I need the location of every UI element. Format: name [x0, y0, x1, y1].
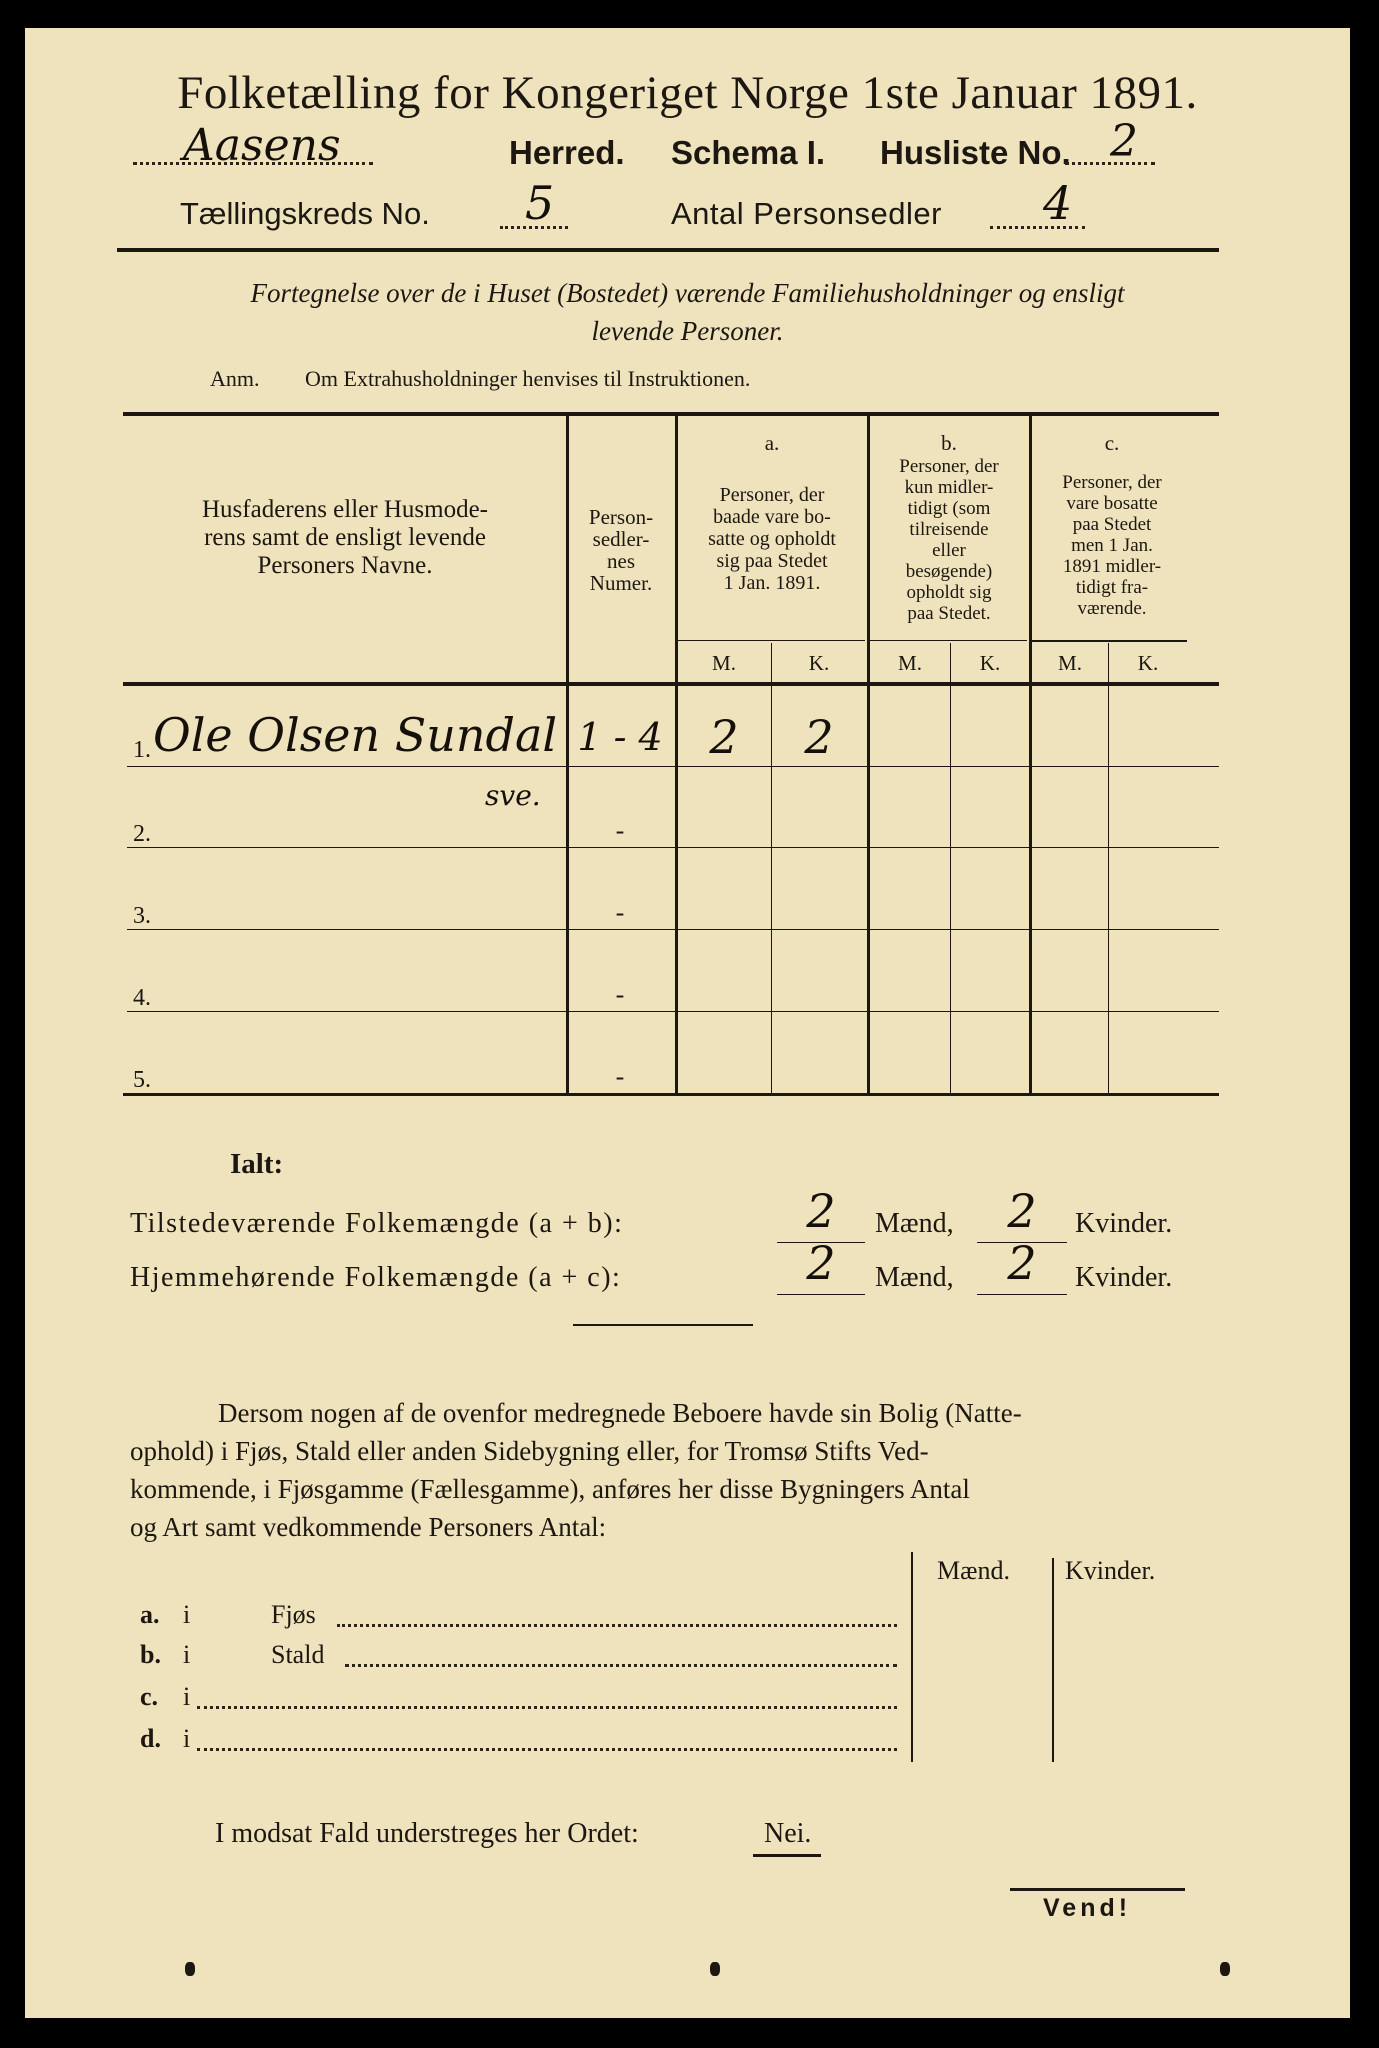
vend-rule [1010, 1888, 1185, 1891]
para-line-1: Dersom nogen af de ovenfor medregnede Beboere havde sin Bolig (Natte- [218, 1398, 1022, 1428]
col-divider-1 [566, 414, 569, 1094]
row-a-m: 2 [709, 710, 739, 764]
col-b-mk-divider [950, 643, 951, 1093]
row-numer: - [615, 1062, 625, 1091]
row-numer: 1 - 4 [577, 715, 663, 759]
outbuildings-maend-header: Mænd. [937, 1556, 1010, 1585]
col-c-mk-divider [1108, 643, 1109, 1093]
husliste-value: 2 [1110, 116, 1138, 167]
tilstede-label: Tilstedeværende Folkemængde (a + b): [130, 1208, 624, 1239]
table-header-rule [123, 682, 1219, 686]
husliste-label: Husliste No. [880, 134, 1071, 171]
row-number: 3. [133, 903, 151, 929]
personsedler-value: 4 [1043, 176, 1073, 230]
tilstede-kvinder: 2 [1007, 1184, 1037, 1238]
header-names: Husfaderens eller Husmode- rens samt de ensligt levende Personers Navne. [201, 496, 488, 579]
row-name: Ole Olsen Sundal [153, 708, 558, 762]
item-dotline [197, 1706, 897, 1709]
bottom-mark-right [1220, 1962, 1230, 1976]
row-number: 5. [133, 1067, 151, 1093]
item-dotline [337, 1624, 897, 1627]
table-bottom-rule [123, 1093, 1219, 1096]
anm-label: Anm. [210, 366, 260, 391]
section-divider [573, 1324, 753, 1326]
anm-text: Om Extrahusholdninger henvises til Instruktionen. [305, 366, 751, 391]
col-a-mk-rule [677, 640, 865, 641]
kreds-label: Tællingskreds No. [180, 196, 430, 231]
hjemme-kvinder: 2 [1007, 1236, 1037, 1290]
item-letter: b. [140, 1640, 161, 1669]
census-form-page [25, 28, 1350, 2018]
item-i: i [183, 1682, 191, 1711]
item-letter: d. [140, 1724, 161, 1753]
header-col-b-letter: b. [941, 431, 957, 455]
row-number: 1. [133, 737, 151, 763]
header-col-a: Personer, der baade vare bo- satte og opholdt sig paa Stedet 1 Jan. 1891. [708, 484, 836, 594]
form-title: Folketælling for Kongeriget Norge 1ste Januar 1891. [177, 67, 1198, 119]
header-col-c-letter: c. [1104, 431, 1120, 455]
para-line-3: kommende, i Fjøsgamme (Fællesgamme), anføres her disse Bygningers Antal [130, 1474, 970, 1504]
outbuildings-divider-2 [1052, 1558, 1054, 1762]
row-number: 4. [133, 985, 151, 1011]
maend-label: Mænd, [875, 1208, 954, 1239]
row-name-suffix: sve. [485, 779, 541, 812]
header-numer: Person- sedler- nes Numer. [588, 505, 654, 595]
intro-line-1: Fortegnelse over de i Huset (Bostedet) værende Familiehusholdninger og ensligt [250, 278, 1125, 308]
herred-value: Aasens [183, 120, 341, 171]
herred-label: Herred. [509, 134, 625, 171]
mk-label: M. [712, 651, 736, 675]
item-letter: c. [140, 1682, 159, 1711]
para-line-2: ophold) i Fjøs, Stald eller anden Sidebygning eller, for Tromsø Stifts Ved- [130, 1436, 929, 1466]
para-line-4: og Art samt vedkommende Personers Antal: [130, 1512, 607, 1542]
ialt-label: Ialt: [230, 1148, 284, 1180]
row-numer: - [615, 816, 625, 845]
item-letter: a. [140, 1600, 160, 1629]
header-rule [117, 248, 1219, 252]
row-separator [127, 929, 1219, 930]
col-a-mk-divider [771, 643, 772, 1093]
row-separator [127, 766, 1219, 767]
col-divider-3 [867, 414, 870, 1094]
row-separator [127, 1011, 1219, 1012]
hjemme-maend-line [777, 1294, 865, 1295]
item-i: i [183, 1640, 191, 1669]
vend-label: Vend! [1043, 1894, 1132, 1922]
header-col-b: Personer, der kun midler- tidigt (som tilreisende eller besøgende) opholdt sig paa Stedet. [899, 456, 999, 624]
mk-label: M. [898, 651, 922, 675]
item-label: Stald [271, 1640, 325, 1669]
row-a-k: 2 [804, 710, 834, 764]
personsedler-label: Antal Personsedler [671, 196, 942, 231]
row-numer: - [615, 898, 625, 927]
outbuildings-divider-1 [911, 1552, 913, 1762]
tilstede-maend: 2 [806, 1184, 836, 1238]
mk-label: M. [1058, 651, 1082, 675]
maend-label: Mænd, [875, 1262, 954, 1293]
modsat-word: Nei. [764, 1818, 812, 1849]
item-label: Fjøs [271, 1600, 316, 1629]
row-separator [127, 847, 1219, 848]
item-i: i [183, 1724, 191, 1753]
kvinder-label: Kvinder. [1075, 1208, 1173, 1239]
nei-underline [753, 1854, 821, 1857]
kreds-value: 5 [525, 176, 555, 230]
bottom-mark-center [710, 1962, 720, 1976]
table-top-rule [123, 412, 1219, 416]
mk-label: K. [979, 651, 1001, 675]
item-dotline [197, 1748, 897, 1751]
item-dotline [345, 1664, 897, 1667]
intro-line-2: levende Personer. [591, 316, 784, 346]
kvinder-label: Kvinder. [1075, 1262, 1173, 1293]
schema-label: Schema I. [671, 134, 826, 171]
mk-label: K. [1137, 651, 1159, 675]
row-numer: - [615, 980, 625, 1009]
col-b-mk-rule [870, 640, 1027, 641]
header-col-a-letter: a. [764, 431, 780, 455]
hjemme-kvinder-line [977, 1294, 1067, 1295]
modsat-text: I modsat Fald understreges her Ordet: [215, 1818, 639, 1849]
hjemme-label: Hjemmehørende Folkemængde (a + c): [130, 1262, 622, 1293]
row-number: 2. [133, 821, 151, 847]
item-i: i [183, 1600, 191, 1629]
outbuildings-kvinder-header: Kvinder. [1065, 1556, 1156, 1585]
bottom-mark-left [185, 1962, 195, 1976]
col-c-mk-rule [1032, 640, 1187, 642]
hjemme-maend: 2 [806, 1236, 836, 1290]
mk-label: K. [808, 651, 830, 675]
header-col-c: Personer, der vare bosatte paa Stedet men 1 Jan. 1891 midler- tidigt fra- værende. [1062, 472, 1162, 619]
